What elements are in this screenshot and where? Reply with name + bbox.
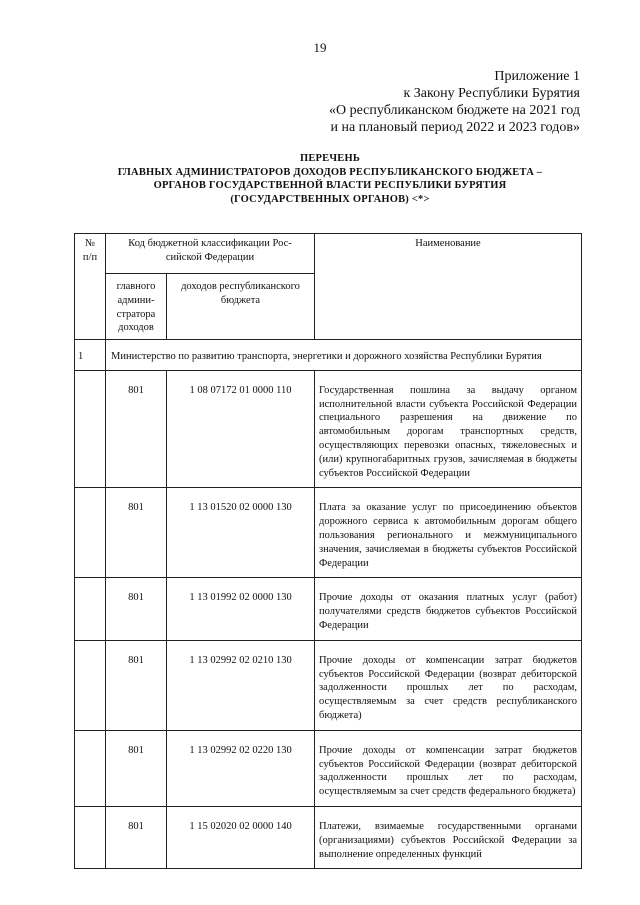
admin-code-cell: 801 xyxy=(106,806,167,868)
section-number: 1 xyxy=(75,340,106,371)
heading-line: (ГОСУДАРСТВЕННЫХ ОРГАНОВ) <*> xyxy=(230,193,430,205)
heading-line: ГЛАВНЫХ АДМИНИСТРАТОРОВ ДОХОДОВ РЕСПУБЛИКАНСКОГО БЮДЖЕТА – xyxy=(117,166,543,178)
header-number-line: № xyxy=(84,238,96,249)
table-body xyxy=(75,370,582,869)
admin-code-cell: 801 xyxy=(106,730,167,806)
table-row xyxy=(75,640,582,730)
header-admin-line: админи- xyxy=(117,294,155,306)
page-number: 19 xyxy=(313,40,327,55)
revenue-name-cell: Плата за оказание услуг по присоединению объектов дорожного сервиса к автомобильным дорогам общего пользования регионального и межмуниципального значения, зачисляемая в бюджеты субъектов Российской Федерации xyxy=(315,488,582,578)
revenue-name-cell: Платежи, взимаемые государственными органами (организациями) субъектов Российской Федерации за выполнение определенных функций xyxy=(315,806,582,868)
table-row xyxy=(75,806,582,868)
row-number-cell xyxy=(75,806,106,868)
appendix-line: Приложение 1 xyxy=(494,69,580,84)
table-row xyxy=(75,488,582,578)
table-header-row xyxy=(75,234,582,274)
header-name: Наименование xyxy=(315,234,582,340)
row-number-cell xyxy=(75,370,106,488)
row-number-cell xyxy=(75,730,106,806)
section-row xyxy=(75,340,582,371)
appendix-line: к Закону Республики Бурятия xyxy=(403,86,580,101)
kbk-code-cell: 1 13 01992 02 0000 130 xyxy=(167,578,315,640)
appendix-line: «О республиканском бюджете на 2021 год xyxy=(329,103,580,118)
table-row xyxy=(75,370,582,488)
table-row xyxy=(75,578,582,640)
kbk-code-cell: 1 08 07172 01 0000 110 xyxy=(167,370,315,488)
header-income-line: бюджета xyxy=(220,294,261,306)
header-admin xyxy=(106,274,167,340)
admin-code-cell: 801 xyxy=(106,488,167,578)
header-admin-line: главного xyxy=(116,281,156,292)
row-number-cell xyxy=(75,578,106,640)
header-number-line: п/п xyxy=(82,251,98,263)
row-number-cell xyxy=(75,488,106,578)
revenue-administrators-table xyxy=(74,233,582,869)
admin-code-cell: 801 xyxy=(106,578,167,640)
revenue-name-cell: Прочие доходы от компенсации затрат бюджетов субъектов Российской Федерации (возврат дебиторской задолженности прошлых лет по расходам, осуществляемым за счет средств федерального бюджета) xyxy=(315,730,582,806)
table-row xyxy=(75,730,582,806)
header-number xyxy=(75,234,106,340)
header-admin-line: стратора xyxy=(116,308,156,320)
revenue-name-cell: Государственная пошлина за выдачу органом исполнительной власти субъекта Российской Федерации специального разрешения на движение по автомобильным дорогам транспортных средств, осуществляющих перевозки опасных, тяжеловесных и (или) крупногабаритных грузов, зачисляемая в бюджеты субъектов Российской Федерации xyxy=(315,370,582,488)
header-income xyxy=(167,274,315,340)
revenue-name-cell: Прочие доходы от компенсации затрат бюджетов субъектов Российской Федерации (возврат дебиторской задолженности прошлых лет по расходам, осуществляемым за счет средств республиканского бюджета) xyxy=(315,640,582,730)
heading-line: ОРГАНОВ ГОСУДАРСТВЕННОЙ ВЛАСТИ РЕСПУБЛИКИ БУРЯТИЯ xyxy=(153,180,507,191)
appendix-block xyxy=(329,68,580,136)
header-code-group xyxy=(106,234,315,274)
header-admin-line: доходов xyxy=(118,322,154,334)
document-heading xyxy=(70,152,590,206)
kbk-code-cell: 1 13 01520 02 0000 130 xyxy=(167,488,315,578)
kbk-code-cell: 1 13 02992 02 0210 130 xyxy=(167,640,315,730)
revenue-name-cell: Прочие доходы от оказания платных услуг (работ) получателями средств бюджетов субъектов Российской Федерации xyxy=(315,578,582,640)
header-code-line: Код бюджетной классификации Рос- xyxy=(128,238,292,249)
header-income-line: доходов республиканского xyxy=(181,281,300,292)
kbk-code-cell: 1 13 02992 02 0220 130 xyxy=(167,730,315,806)
admin-code-cell: 801 xyxy=(106,370,167,488)
admin-code-cell: 801 xyxy=(106,640,167,730)
row-number-cell xyxy=(75,640,106,730)
kbk-code-cell: 1 15 02020 02 0000 140 xyxy=(167,806,315,868)
appendix-line: и на плановый период 2022 и 2023 годов» xyxy=(330,120,580,135)
section-title: Министерство по развитию транспорта, энергетики и дорожного хозяйства Республики Бурятия xyxy=(106,340,582,371)
heading-title: ПЕРЕЧЕНЬ xyxy=(299,153,360,164)
header-code-line: сийской Федерации xyxy=(165,251,255,263)
